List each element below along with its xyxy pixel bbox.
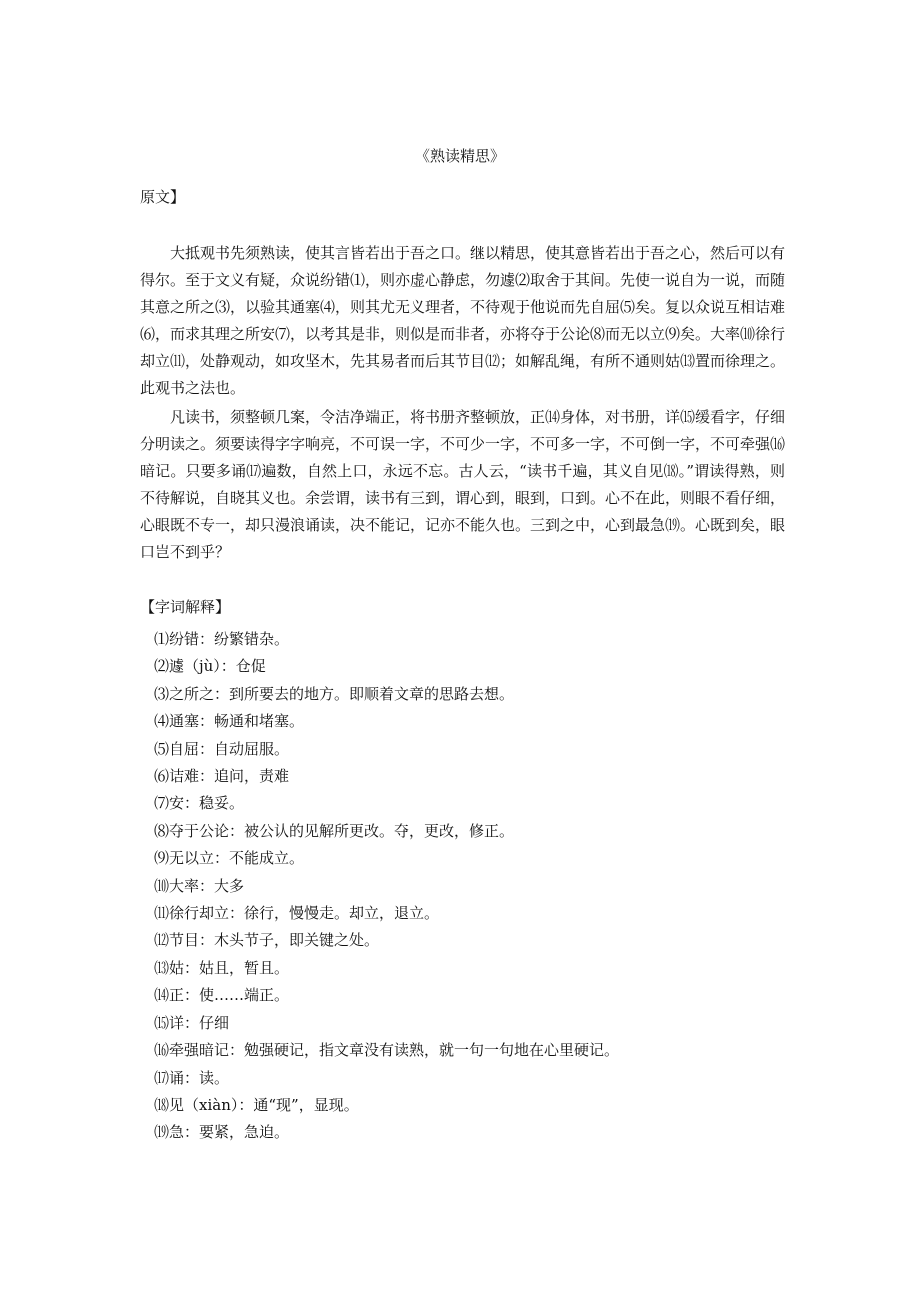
note-item: ⒀姑：姑且，暂且。 bbox=[154, 958, 290, 977]
note-item: ⑶之所之：到所要去的地方。即顺着文章的思路去想。 bbox=[154, 684, 515, 703]
original-text-heading: 原文】 bbox=[140, 188, 186, 206]
note-item: ⑴纷错：纷繁错杂。 bbox=[154, 630, 290, 648]
word-explanation-list bbox=[154, 626, 774, 1147]
note-item: ⑹诘难：追问，责难 bbox=[154, 767, 290, 786]
note-item: ⒅见（xiàn）：通“现”，显现。 bbox=[154, 1095, 359, 1114]
note-item: ⒃牵强暗记：勉强硬记，指文章没有读熟，就一句一句地在心里硬记。 bbox=[154, 1041, 620, 1060]
document-title: 《熟读精思》 bbox=[414, 147, 505, 165]
note-item: ⒁正：使……端正。 bbox=[154, 986, 290, 1005]
word-explanation-heading: 【字词解释】 bbox=[140, 598, 231, 616]
original-paragraph-1 bbox=[140, 240, 785, 402]
note-item: ⒂详：仔细 bbox=[154, 1013, 230, 1032]
note-item: ⒄诵：读。 bbox=[154, 1068, 230, 1087]
note-item: ⑺安：稳妥。 bbox=[154, 794, 245, 813]
note-item: ⑷通塞：畅通和堵塞。 bbox=[154, 712, 305, 731]
note-item: ⑽大率：大多 bbox=[154, 876, 245, 895]
note-item: ⑸自屈：自动屈服。 bbox=[154, 739, 290, 758]
note-item: ⑵遽（jù）：仓促 bbox=[154, 657, 266, 676]
note-item: ⒆急：要紧，急迫。 bbox=[154, 1123, 290, 1142]
note-item: ⑿节目：木头节子，即关键之处。 bbox=[154, 931, 380, 950]
original-paragraph-2 bbox=[140, 404, 785, 566]
paragraph-text: 大抵观书先须熟读，使其言皆若出于吾之口。继以精思，使其意皆若出于吾之心，然后可以有得尔。至于文义有疑，众说纷错⑴，则亦虚心静虑，勿遽⑵取舍于其间。先使一说自为一说，而随其意之所之⑶，以验其通塞⑷，则其尤无义理者，不待观于他说而先自屈⑸矣。复以众说互相诘难⑹，而求其理之所安⑺，以考其是非，则似是而非者，亦将夺于公论⑻而无以立⑼矣。大率⑽徐行却立⑾，处静观动，如攻坚木，先其易者而后其节目⑿；如解乱绳，有所不通则姑⒀置而徐理之。此观书之法也。 bbox=[140, 244, 786, 397]
note-item: ⑾徐行却立：徐行，慢慢走。却立，退立。 bbox=[154, 904, 440, 923]
note-item: ⑼无以立：不能成立。 bbox=[154, 849, 305, 868]
note-item: ⑻夺于公论：被公认的见解所更改。夺，更改，修正。 bbox=[154, 821, 515, 840]
paragraph-text: 凡读书，须整顿几案，令洁净端正，将书册齐整顿放，正⒁身体，对书册，详⒂缓看字，仔细分明读之。须要读得字字响亮，不可误一字，不可少一字，不可多一字，不可倒一字，不可牵强⒃暗记。只要多诵⒄遍数，自然上口，永远不忘。古人云，“读书千遍，其义自见⒅。”谓读得熟，则不待解说，自晓其义也。余尝谓，读书有三到，谓心到，眼到，口到。心不在此，则眼不看仔细，心眼既不专一，却只漫浪诵读，决不能记，记亦不能久也。三到之中，心到最急⒆。心既到矣，眼口岂不到乎？ bbox=[140, 408, 786, 561]
